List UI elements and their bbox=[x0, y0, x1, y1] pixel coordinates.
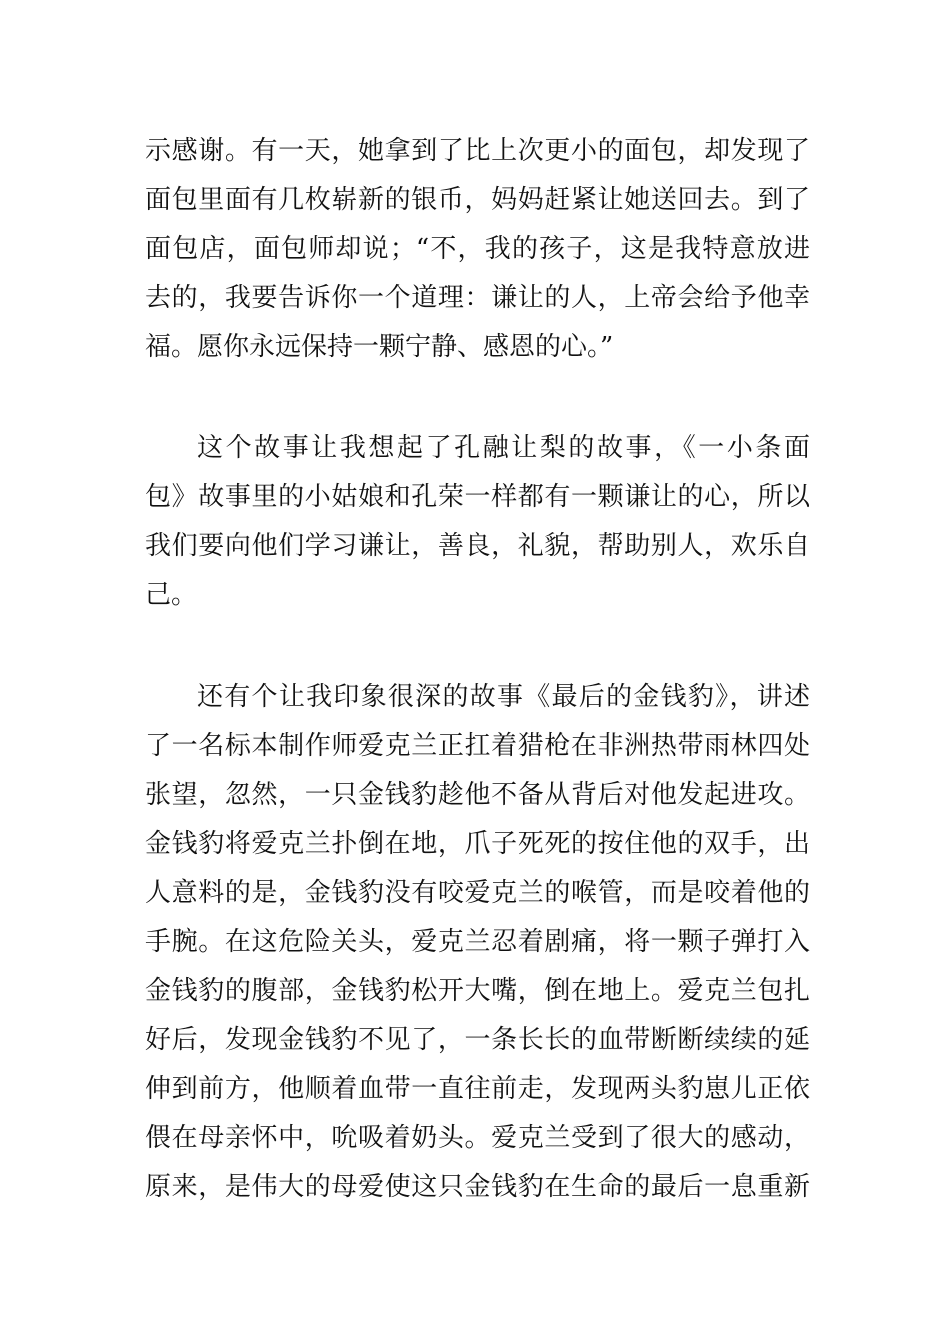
paragraph-line: 还有个让我印象很深的故事《最后的金钱豹》，讲述 bbox=[197, 682, 810, 712]
paragraph-line: 去的，我要告诉你一个道理：谦让的人，上帝会给予他幸 bbox=[145, 283, 810, 313]
paragraph-line: 偎在母亲怀中，吮吸着奶头。爱克兰受到了很大的感动， bbox=[145, 1123, 810, 1153]
paragraph-line: 福。愿你永远保持一颗宁静、感恩的心。” bbox=[145, 332, 614, 362]
paragraph-line: 好后，发现金钱豹不见了，一条长长的血带断断续续的延 bbox=[145, 1025, 810, 1055]
paragraph-line: 面包店，面包师却说；“不，我的孩子，这是我特意放进 bbox=[145, 234, 810, 264]
paragraph-line: 己。 bbox=[145, 580, 198, 610]
paragraph-2 bbox=[145, 424, 810, 620]
paragraph-line: 张望，忽然，一只金钱豹趁他不备从背后对他发起进攻。 bbox=[145, 780, 810, 810]
paragraph-line: 包》故事里的小姑娘和孔荣一样都有一颗谦让的心，所以 bbox=[145, 482, 810, 512]
paragraph-line: 我们要向他们学习谦让，善良，礼貌，帮助别人，欢乐自 bbox=[145, 531, 810, 561]
paragraph-line: 原来，是伟大的母爱使这只金钱豹在生命的最后一息重新 bbox=[145, 1172, 810, 1202]
paragraph-1 bbox=[145, 127, 810, 372]
paragraph-line: 金钱豹将爱克兰扑倒在地，爪子死死的按住他的双手，出 bbox=[145, 829, 810, 859]
paragraph-line: 人意料的是，金钱豹没有咬爱克兰的喉管，而是咬着他的 bbox=[145, 878, 810, 908]
paragraph-line: 面包里面有几枚崭新的银币，妈妈赶紧让她送回去。到了 bbox=[145, 185, 810, 215]
paragraph-line: 金钱豹的腹部，金钱豹松开大嘴，倒在地上。爱克兰包扎 bbox=[145, 976, 810, 1006]
paragraph-line: 这个故事让我想起了孔融让梨的故事，《一小条面 bbox=[197, 433, 810, 463]
paragraph-line: 示感谢。有一天，她拿到了比上次更小的面包，却发现了 bbox=[145, 136, 810, 166]
paragraph-line: 了一名标本制作师爱克兰正扛着猎枪在非洲热带雨林四处 bbox=[145, 731, 810, 761]
paragraph-3 bbox=[145, 673, 810, 1212]
paragraph-line: 手腕。在这危险关头，爱克兰忍着剧痛，将一颗子弹打入 bbox=[145, 927, 810, 957]
paragraph-line: 伸到前方，他顺着血带一直往前走，发现两头豹崽儿正依 bbox=[145, 1074, 810, 1104]
